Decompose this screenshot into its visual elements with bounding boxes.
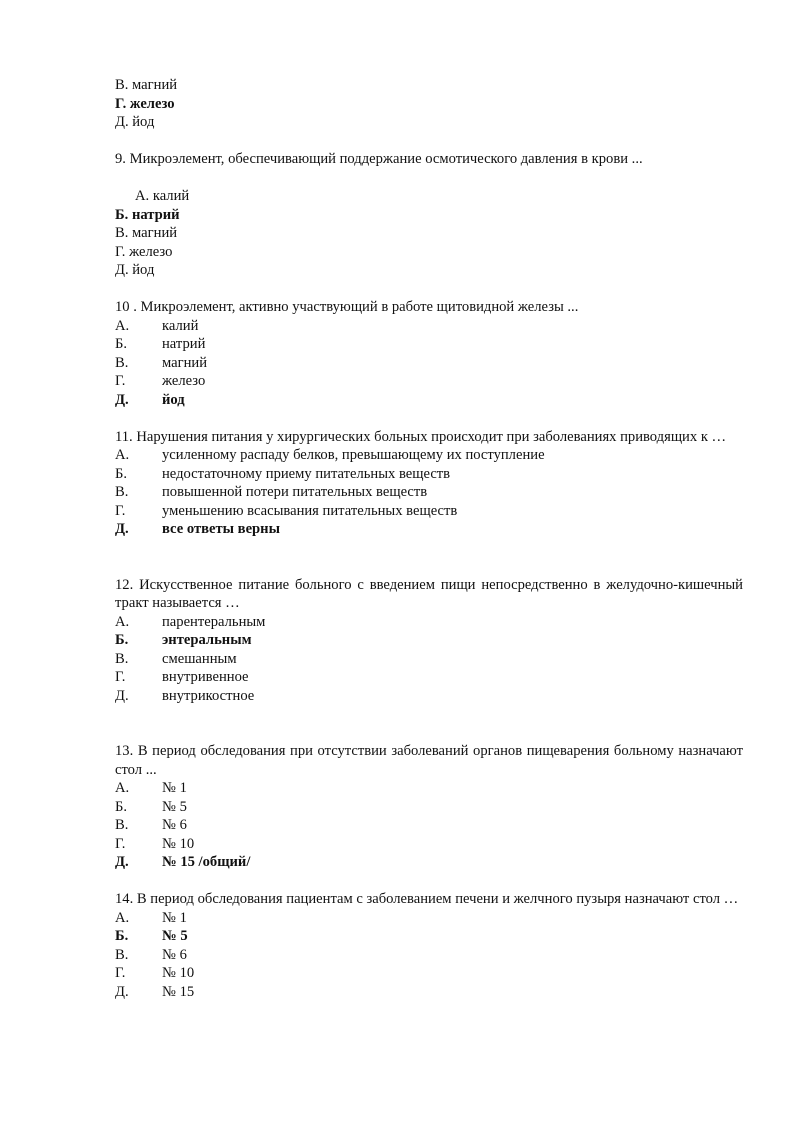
option-letter: А. [115, 447, 130, 463]
option-letter: В. [115, 946, 129, 963]
correct-option-row [115, 853, 743, 872]
option-text: натрий [162, 336, 206, 352]
option-text: йод [162, 391, 185, 408]
option-letter: В. [115, 650, 129, 667]
option-text: недостаточному приему питательных веществ [162, 465, 451, 482]
option-letter: А. [115, 613, 130, 630]
option-letter: Б. [115, 632, 129, 648]
correct-option-row [115, 520, 743, 539]
option-letter: Г. [115, 835, 126, 852]
option-letter: А. [115, 780, 130, 796]
option-text: № 10 [162, 835, 195, 852]
option-row [115, 446, 743, 465]
correct-option-row [115, 631, 743, 650]
spacer [115, 280, 743, 299]
correct-option-line: Б. натрий [115, 206, 180, 223]
option-row [115, 964, 743, 983]
option-text: № 5 [162, 798, 187, 815]
option-line: В. магний [115, 225, 178, 241]
spacer [115, 132, 743, 151]
correct-option-row [115, 927, 743, 946]
option-letter: Д. [115, 687, 129, 704]
spacer [115, 539, 743, 558]
option-row [115, 650, 743, 669]
option-text: парентеральным [162, 613, 266, 630]
correct-option-line: Г. железо [115, 95, 175, 112]
question-9-text: 9. Микроэлемент, обеспечивающий поддержание осмотического давления в крови ... [115, 151, 643, 167]
option-letter: А. [115, 317, 130, 334]
option-letter: Б. [115, 336, 128, 352]
spacer [115, 724, 743, 743]
option-row [115, 354, 743, 373]
option-row [115, 983, 743, 1002]
option-text: усиленному распаду белков, превышающему их поступление [162, 447, 545, 463]
document-page [115, 76, 743, 1001]
option-text: энтеральным [162, 632, 252, 648]
spacer [115, 409, 743, 428]
option-line: В. магний [115, 77, 178, 93]
spacer [115, 872, 743, 891]
option-row [115, 335, 743, 354]
option-text: № 1 [162, 780, 187, 796]
option-letter: В. [115, 484, 129, 500]
spacer [115, 705, 743, 724]
option-letter: Г. [115, 965, 126, 981]
option-letter: Г. [115, 669, 126, 685]
option-row [115, 909, 743, 928]
option-line: Г. железо [115, 243, 173, 260]
option-letter: Б. [115, 928, 129, 944]
option-text: № 15 [162, 983, 195, 1000]
spacer [115, 557, 743, 576]
option-text: внутривенное [162, 669, 249, 685]
option-letter: Г. [115, 373, 126, 389]
option-row [115, 798, 743, 817]
option-line: Д. йод [115, 114, 155, 130]
option-text: № 10 [162, 965, 195, 981]
option-text: повышенной потери питательных веществ [162, 484, 428, 500]
option-text: № 1 [162, 909, 187, 926]
correct-option-row [115, 391, 743, 410]
option-letter: Г. [115, 502, 126, 519]
option-row [115, 613, 743, 632]
option-row [115, 668, 743, 687]
option-row [115, 465, 743, 484]
option-text: № 15 /общий/ [162, 854, 251, 870]
option-letter: В. [115, 817, 129, 833]
option-row [115, 779, 743, 798]
option-row [115, 835, 743, 854]
option-row [115, 816, 743, 835]
option-text: № 6 [162, 817, 187, 833]
option-row [115, 946, 743, 965]
option-letter: В. [115, 354, 129, 371]
option-row [115, 317, 743, 336]
option-letter: Д. [115, 521, 129, 537]
option-text: железо [162, 373, 206, 389]
option-text: № 6 [162, 946, 187, 963]
option-letter: Б. [115, 465, 128, 482]
option-row [115, 687, 743, 706]
option-text: № 5 [162, 928, 188, 944]
option-letter: Б. [115, 798, 128, 815]
option-letter: Д. [115, 391, 129, 408]
option-line: Д. йод [115, 262, 155, 278]
question-14-text: 14. В период обследования пациентам с заболеванием печени и желчного пузыря назначают стол … [115, 891, 739, 907]
option-line: А. калий [135, 188, 190, 204]
option-text: магний [162, 354, 208, 371]
question-12-text: 12. Искусственное питание больного с введением пищи непосредственно в желудочно-кишечный тракт называется … [115, 576, 743, 611]
question-10-text: 10 . Микроэлемент, активно участвующий в работе щитовидной железы ... [115, 299, 579, 315]
spacer [115, 169, 743, 188]
question-11-text: 11. Нарушения питания у хирургических больных происходит при заболеваниях приводящих к … [115, 428, 727, 445]
option-text: смешанным [162, 650, 237, 667]
option-letter: А. [115, 909, 130, 926]
option-row [115, 483, 743, 502]
option-letter: Д. [115, 854, 129, 870]
option-row [115, 372, 743, 391]
option-text: внутрикостное [162, 687, 255, 704]
option-text: калий [162, 317, 199, 334]
question-13-text: 13. В период обследования при отсутствии заболеваний органов пищеварения больному назначают стол ... [115, 743, 743, 778]
option-letter: Д. [115, 983, 129, 1000]
option-row [115, 502, 743, 521]
option-text: уменьшению всасывания питательных веществ [162, 502, 458, 519]
option-text: все ответы верны [162, 521, 280, 537]
